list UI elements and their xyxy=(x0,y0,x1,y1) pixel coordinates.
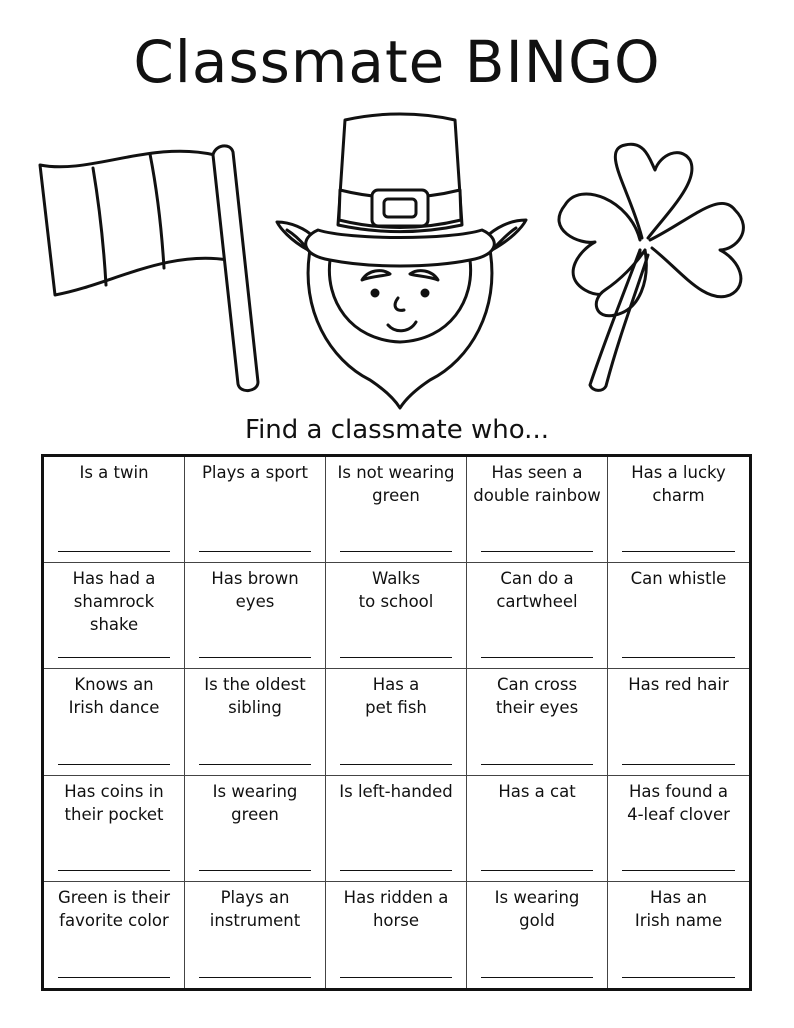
illustrations xyxy=(0,110,794,415)
square-prompt: Can cross their eyes xyxy=(495,675,579,718)
bingo-square[interactable] xyxy=(467,776,608,882)
signature-line[interactable] xyxy=(199,657,311,658)
bingo-square[interactable] xyxy=(467,882,608,988)
signature-line[interactable] xyxy=(199,870,311,871)
bingo-square[interactable] xyxy=(44,776,185,882)
bingo-square[interactable] xyxy=(185,457,326,563)
page-title: Classmate BINGO xyxy=(133,28,661,96)
signature-line[interactable] xyxy=(622,764,735,765)
bingo-square[interactable] xyxy=(608,669,749,775)
signature-line[interactable] xyxy=(622,657,735,658)
square-prompt: Knows an Irish dance xyxy=(68,675,160,718)
square-prompt: Has found a 4-leaf clover xyxy=(627,781,730,824)
signature-line[interactable] xyxy=(481,551,593,552)
signature-line[interactable] xyxy=(58,977,170,978)
square-prompt: Has a cat xyxy=(498,781,576,801)
bingo-square[interactable] xyxy=(44,882,185,988)
signature-line[interactable] xyxy=(481,870,593,871)
square-prompt: Plays an instrument xyxy=(209,887,301,930)
leprechaun-icon xyxy=(277,114,526,408)
square-prompt: Can do a cartwheel xyxy=(496,569,578,612)
square-prompt: Is a twin xyxy=(79,463,149,482)
signature-line[interactable] xyxy=(58,870,170,871)
square-prompt: Is left-handed xyxy=(339,781,453,801)
square-prompt: Has red hair xyxy=(628,675,729,695)
bingo-square[interactable] xyxy=(326,457,467,563)
square-prompt: Can whistle xyxy=(630,569,727,589)
bingo-square[interactable] xyxy=(467,669,608,775)
bingo-square[interactable] xyxy=(185,669,326,775)
signature-line[interactable] xyxy=(340,657,452,658)
signature-line[interactable] xyxy=(622,870,735,871)
instructions-heading: Find a classmate who... xyxy=(245,415,549,445)
bingo-square[interactable] xyxy=(44,669,185,775)
square-prompt: Plays a sport xyxy=(201,463,309,482)
square-prompt: Has an Irish name xyxy=(634,887,723,930)
signature-line[interactable] xyxy=(340,870,452,871)
square-prompt: Has brown eyes xyxy=(211,569,299,612)
bingo-square[interactable] xyxy=(608,457,749,563)
square-prompt: Walks to school xyxy=(358,569,434,612)
bingo-square[interactable] xyxy=(44,457,185,563)
square-prompt: Is not wearing green xyxy=(337,463,455,505)
square-prompt: Has a pet fish xyxy=(365,675,427,718)
bingo-square[interactable] xyxy=(326,776,467,882)
signature-line[interactable] xyxy=(58,657,170,658)
signature-line[interactable] xyxy=(58,551,170,552)
signature-line[interactable] xyxy=(340,977,452,978)
bingo-square[interactable] xyxy=(185,563,326,669)
four-leaf-clover-icon xyxy=(559,144,743,390)
bingo-square[interactable] xyxy=(608,776,749,882)
signature-line[interactable] xyxy=(340,764,452,765)
square-prompt: Has a lucky charm xyxy=(631,463,726,505)
bingo-square[interactable] xyxy=(608,563,749,669)
flag-icon xyxy=(40,146,258,391)
signature-line[interactable] xyxy=(199,977,311,978)
signature-line[interactable] xyxy=(340,551,452,552)
square-prompt: Has seen a double rainbow xyxy=(473,463,601,505)
signature-line[interactable] xyxy=(199,551,311,552)
signature-line[interactable] xyxy=(481,764,593,765)
signature-line[interactable] xyxy=(622,977,735,978)
square-prompt: Is the oldest sibling xyxy=(204,675,306,718)
square-prompt: Green is their favorite color xyxy=(57,887,171,930)
bingo-square[interactable] xyxy=(608,882,749,988)
bingo-square[interactable] xyxy=(326,563,467,669)
bingo-square[interactable] xyxy=(467,563,608,669)
bingo-square[interactable] xyxy=(185,882,326,988)
signature-line[interactable] xyxy=(58,764,170,765)
bingo-square[interactable] xyxy=(467,457,608,563)
square-prompt: Has had a shamrock shake xyxy=(72,569,156,635)
bingo-square[interactable] xyxy=(326,882,467,988)
signature-line[interactable] xyxy=(481,977,593,978)
signature-line[interactable] xyxy=(481,657,593,658)
bingo-square[interactable] xyxy=(326,669,467,775)
square-prompt: Has coins in their pocket xyxy=(64,781,164,824)
signature-line[interactable] xyxy=(622,551,735,552)
signature-line[interactable] xyxy=(199,764,311,765)
bingo-square[interactable] xyxy=(44,563,185,669)
square-prompt: Is wearing green xyxy=(212,781,298,824)
bingo-square[interactable] xyxy=(185,776,326,882)
bingo-card xyxy=(41,454,752,991)
square-prompt: Is wearing gold xyxy=(494,887,580,930)
square-prompt: Has ridden a horse xyxy=(343,887,449,930)
